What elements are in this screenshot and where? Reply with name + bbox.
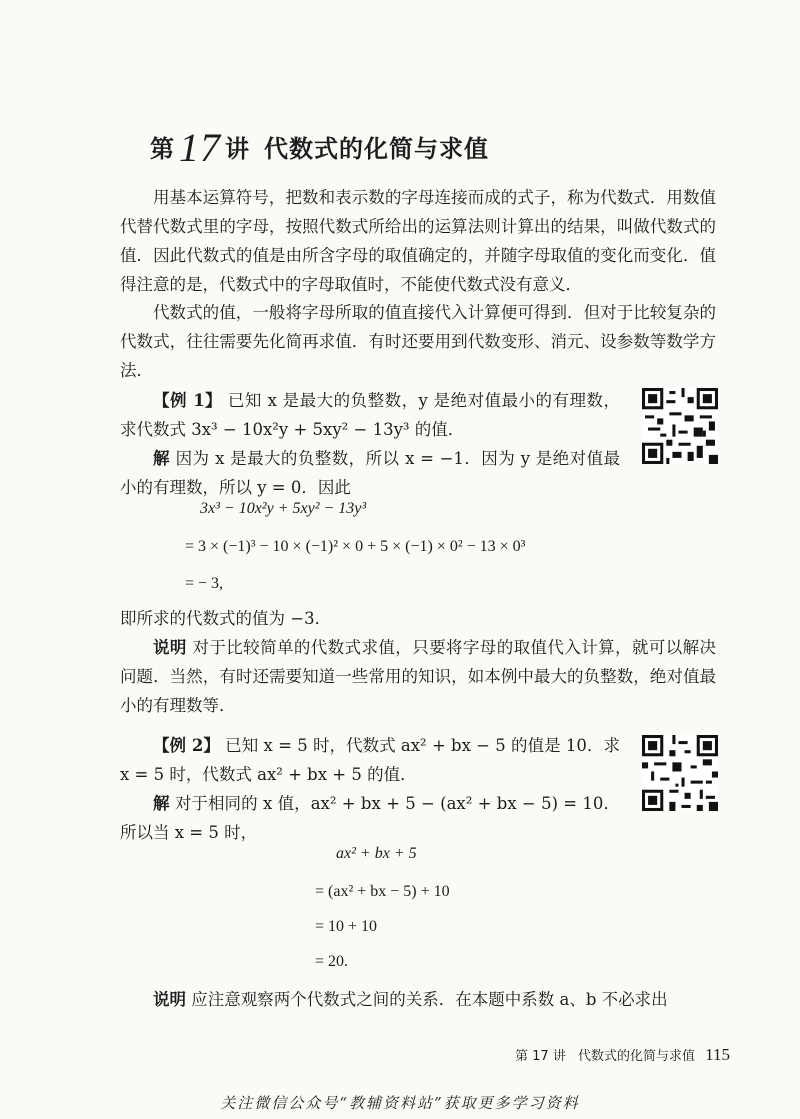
title-prefix: 第 bbox=[150, 134, 175, 163]
example2-line-3: = 10 + 10 bbox=[315, 918, 378, 935]
example2-problem-text: 已知 x = 5 时，代数式 ax² + bx − 5 的值是 10．求 x = 5 时，代数式 ax² + bx + 5 的值． bbox=[120, 736, 620, 784]
qr-code-icon bbox=[642, 388, 718, 464]
example1-note-label: 说明 bbox=[153, 638, 187, 657]
example2-line-4: = 20. bbox=[315, 953, 349, 970]
intro-paragraph-2: 代数式的值，一般将字母所取的值直接代入计算便可得到．但对于比较复杂的代数式，往往需要先化简再求值．有时还要用到代数变形、消元、设参数等数学方法． bbox=[120, 303, 716, 380]
example1-head: 【例 1】 bbox=[153, 391, 223, 410]
watermark: 关注微信公众号“教辅资料站”获取更多学习资料 bbox=[220, 1094, 580, 1112]
example2-line-2: = (ax² + bx − 5) + 10 bbox=[315, 883, 450, 900]
example2-note-text: 应注意观察两个代数式之间的关系．在本题中系数 a、b 不必求出 bbox=[191, 990, 668, 1009]
example1-solution bbox=[120, 444, 620, 502]
example1-conclusion: 即所求的代数式的值为 −3． bbox=[120, 609, 332, 628]
intro-paragraph-1: 用基本运算符号，把数和表示数的字母连接而成的式子，称为代数式．用数值代替代数式里的字母，按照代数式所给出的运算法则计算出的结果，叫做代数式的值．因此代数式的值是由所含字母的取值确定的，并随字母取值的变化而变化．值得注意的是，代数式中的字母取值时，不能使代数式没有意义． bbox=[120, 188, 716, 294]
qr-code-2[interactable] bbox=[642, 735, 718, 811]
example2-note bbox=[120, 985, 716, 1014]
example2-line-1: ax² + bx + 5 bbox=[336, 845, 417, 862]
chapter-title bbox=[150, 120, 489, 170]
example2-note-label: 说明 bbox=[153, 990, 186, 1009]
title-number: 17 bbox=[179, 125, 221, 170]
footer-chapter-title: 代数式的化简与求值 bbox=[577, 1049, 695, 1064]
qr-code-1[interactable] bbox=[642, 388, 718, 464]
page-footer bbox=[515, 1045, 730, 1065]
example1-problem-text: 已知 x 是最大的负整数，y 是绝对值最小的有理数，求代数式 3x³ − 10x²y + 5xy² − 13y³ 的值． bbox=[120, 391, 620, 439]
example2-solution bbox=[120, 789, 620, 847]
example2-solution-text: 对于相同的 x 值，ax² + bx + 5 − (ax² + bx − 5) = 10．所以当 x = 5 时， bbox=[120, 794, 620, 842]
example1-line-1: 3x³ − 10x²y + 5xy² − 13y³ bbox=[200, 500, 367, 517]
page-number: 115 bbox=[705, 1045, 730, 1064]
example1-solution-text: 因为 x 是最大的负整数，所以 x = −1．因为 y 是绝对值最小的有理数，所以 y = 0．因此 bbox=[120, 449, 621, 497]
example2-problem bbox=[120, 731, 620, 789]
example1-solution-label: 解 bbox=[153, 449, 170, 468]
example1-line-2: = 3 × (−1)³ − 10 × (−1)² × 0 + 5 × (−1) × 0² − 13 × 0³ bbox=[185, 538, 526, 555]
example1-note-text: 对于比较简单的代数式求值，只要将字母的取值代入计算，就可以解决问题．当然，有时还需要知道一些常用的知识，如本例中最大的负整数，绝对值最小的有理数等． bbox=[120, 638, 717, 715]
title-suffix: 讲 bbox=[225, 134, 250, 163]
example1-line-3: = − 3, bbox=[185, 575, 224, 592]
example1-problem bbox=[120, 386, 620, 444]
example1-note bbox=[120, 633, 716, 720]
example2-head: 【例 2】 bbox=[153, 736, 220, 755]
title-name: 代数式的化简与求值 bbox=[264, 134, 489, 163]
footer-chapter: 第 17 讲 bbox=[515, 1049, 566, 1064]
qr-code-icon bbox=[642, 735, 718, 811]
example2-solution-label: 解 bbox=[153, 794, 170, 813]
